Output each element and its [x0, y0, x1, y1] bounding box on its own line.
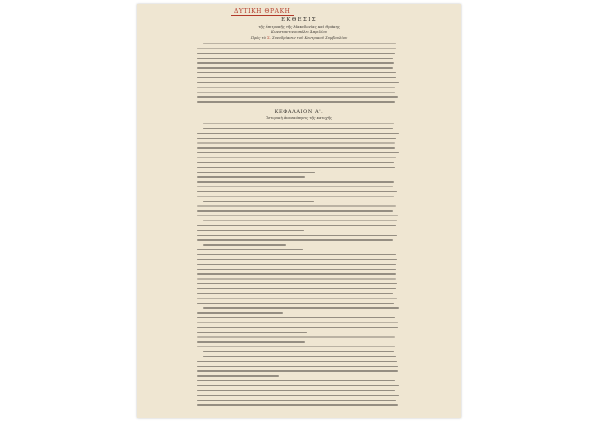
- text-line: [203, 128, 393, 129]
- text-line: [197, 147, 395, 148]
- text-line: [197, 317, 395, 318]
- text-line: [197, 58, 393, 59]
- text-line: [197, 92, 395, 93]
- text-line: [197, 269, 396, 270]
- text-line: [197, 82, 399, 83]
- text-line: [203, 351, 394, 352]
- text-line: [197, 77, 396, 78]
- text-line: [197, 312, 283, 313]
- text-line: [197, 400, 396, 401]
- text-line: [197, 225, 396, 226]
- chapter-title: ΚΕΦΑΛΑΙΟΝ Α'.: [274, 109, 324, 115]
- subtitle-3-suffix: Συνεδρίασιν τοῦ Κεντρικοῦ Συμβουλίου: [272, 36, 348, 40]
- text-line: [197, 332, 307, 333]
- text-line: [203, 244, 286, 245]
- text-line: [197, 380, 395, 381]
- text-line: [197, 336, 395, 337]
- document-page: [137, 4, 461, 418]
- text-line: [197, 235, 397, 236]
- text-line: [197, 181, 394, 182]
- text-line: [197, 288, 396, 289]
- text-line: [197, 196, 394, 197]
- text-line: [197, 322, 398, 323]
- text-line: [197, 53, 395, 54]
- text-line: [197, 138, 396, 139]
- text-line: [197, 142, 395, 143]
- text-line: [197, 167, 395, 168]
- document-title: ΕΚΘΕΣΙΣ: [281, 17, 317, 23]
- text-line: [197, 264, 396, 265]
- region-stamp: ΔΥΤΙΚΗ ΘΡΑΚΗ: [231, 8, 294, 16]
- text-line: [197, 346, 395, 347]
- text-line: [197, 239, 393, 240]
- text-line: [203, 356, 396, 357]
- text-line: [197, 278, 396, 279]
- text-line: [197, 162, 394, 163]
- text-line: [197, 249, 303, 250]
- chapter-subtitle: Ἱστορικὴ ἀνασκόπησις τῆς κατοχῆς: [266, 116, 332, 120]
- text-line: [197, 273, 396, 274]
- text-line: [197, 395, 399, 396]
- text-line: [197, 259, 397, 260]
- text-line: [197, 327, 398, 328]
- text-line: [197, 205, 396, 206]
- session-number: Σ.: [267, 36, 271, 40]
- document-subtitle-2: Κωνσταντινουπόλει Ἀπριλίου: [270, 30, 327, 34]
- text-line: [197, 48, 396, 49]
- text-line: [197, 210, 393, 211]
- text-line: [197, 283, 397, 284]
- text-line: [197, 230, 304, 231]
- text-line: [197, 101, 395, 102]
- text-line: [197, 157, 396, 158]
- text-line: [197, 87, 395, 88]
- body-text-block: [137, 4, 461, 418]
- text-line: [197, 172, 315, 173]
- text-line: [197, 191, 397, 192]
- text-line: [197, 370, 398, 371]
- text-line: [197, 72, 396, 73]
- text-line: [197, 186, 393, 187]
- text-line: [197, 152, 399, 153]
- text-line: [197, 293, 393, 294]
- text-line: [197, 341, 305, 342]
- text-line: [197, 176, 305, 177]
- document-subtitle-1: τῆς ἐπιτροπῆς τῆς Μακεδονίας καὶ Θράκης: [258, 25, 340, 29]
- text-line: [197, 133, 399, 134]
- text-line: [197, 298, 397, 299]
- text-line: [197, 361, 397, 362]
- text-line: [197, 375, 279, 376]
- text-line: [203, 220, 397, 221]
- text-line: [203, 201, 314, 202]
- text-line: [197, 303, 394, 304]
- text-line: [203, 123, 394, 124]
- text-line: [197, 67, 393, 68]
- text-line: [197, 62, 394, 63]
- text-line: [203, 307, 399, 308]
- text-line: [197, 390, 395, 391]
- text-line: [197, 254, 396, 255]
- text-line: [203, 43, 396, 44]
- subtitle-3-prefix: Πρὸς τὸ: [250, 36, 266, 40]
- text-line: [197, 366, 398, 367]
- text-line: [197, 215, 398, 216]
- text-line: [197, 404, 398, 405]
- text-line: [197, 96, 398, 97]
- text-line: [197, 385, 399, 386]
